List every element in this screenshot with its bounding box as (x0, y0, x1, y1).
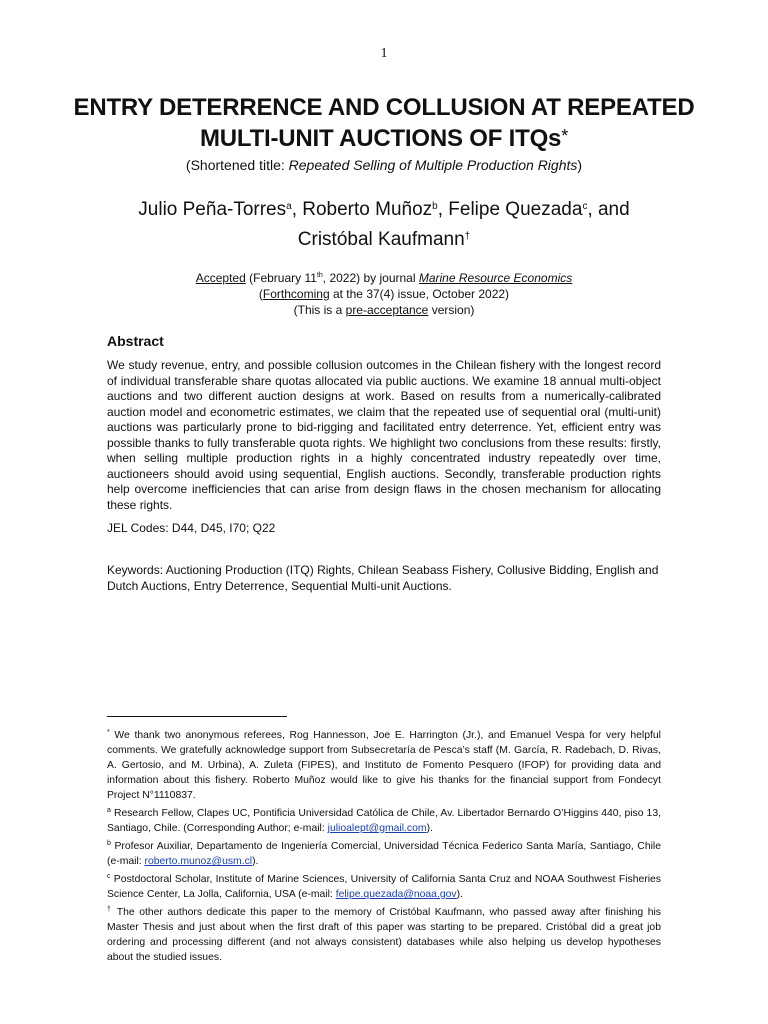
abstract-text: We study revenue, entry, and possible collusion outcomes in the Chilean fishery with the longest record of individual transferable share quotas allocated via public auctions. We examine 18 annual multi-object auctions and two different auction designs at work. Based on results from a numerically-calibrated auction model and econometric estimates, we claim that the repeated use of sequential oral (multi-unit) auctions was particularly prone to bid-rigging and facilitated entry deterrence. Yet, efficient entry was possible thanks to fully transferable quota rights. We highlight two conclusions from these results: firstly, when selling multiple production rights in a highly concentrated industry repeatedly over time, auctioneers should avoid using sequential, English auctions. Secondly, transferable production rights help overcome inefficiencies that can arise from design flaws in the chosen mechanism for allocating these rights. (107, 358, 661, 512)
author-affiliation-mark: † (464, 231, 471, 242)
abstract-heading: Abstract (107, 333, 164, 349)
email-link[interactable]: julioalept@gmail.com (327, 823, 427, 834)
footnote-affiliation-c: $^c$ Postdoctoral Scholar, Institute of Marine Sciences, University of California Santa Cruz and NOAA Southwest Fisheries Science Center, La Jolla, California, USA (e-mail: felipe.quezada@noaa.gov). (107, 873, 661, 900)
author-name: Julio Peña-Torres (138, 199, 287, 220)
accepted-label: Accepted (195, 271, 246, 285)
title-footnote-mark: * (561, 126, 569, 146)
author-name: Felipe Quezada (448, 199, 583, 220)
author-affiliation-mark: c (582, 201, 588, 212)
email-link[interactable]: roberto.munoz@usm.cl (144, 856, 253, 867)
paper-title (60, 93, 708, 153)
title-line-2: MULTI-UNIT AUCTIONS OF ITQs (199, 125, 562, 152)
journal-name: Marine Resource Economics (418, 271, 573, 285)
short-title: (Shortened title: Repeated Selling of Multiple Production Rights) (185, 157, 583, 173)
footnote-affiliation-a: $^a$ Research Fellow, Clapes UC, Pontificia Universidad Católica de Chile, Av. Libertador Bernardo O’Higgins 440, piso 13, Santiago, Chile. (Corresponding Author; e-mail: julioalept@gmail.com). (107, 807, 661, 834)
footnote-dedication: † The other authors dedicate this paper to the memory of Cristóbal Kaufmann, who passed away after finishing his Master Thesis and just about when the first draft of this paper was starting to be prepared. Cristóbal did a great job ordering and processing different (and not always consistent) databases while also helping us develop hypotheses about the studied issues. (107, 906, 661, 963)
footnotes (107, 725, 661, 965)
footnote-affiliation-b: $^b$ Profesor Auxiliar, Departamento de Ingeniería Comercial, Universidad Técnica Federico Santa María, Santiago, Chile (e-mail: roberto.munoz@usm.cl). (107, 840, 661, 867)
author-name: Roberto Muñoz (302, 199, 433, 220)
forthcoming-line: (Forthcoming at the 37(4) issue, October 2022) (258, 287, 510, 301)
author-affiliation-mark: b (432, 201, 438, 212)
author-affiliation-mark: a (286, 201, 292, 212)
title-line-1: ENTRY DETERRENCE AND COLLUSION AT REPEATED (73, 94, 695, 121)
keywords: Keywords: Auctioning Production (ITQ) Rights, Chilean Seabass Fishery, Collusive Bidding, English and Dutch Auctions, Entry Deterrence, Sequential Multi-unit Auctions. (107, 563, 659, 593)
page-number: 1 (380, 46, 388, 61)
email-link[interactable]: felipe.quezada@noaa.gov (335, 889, 457, 900)
author-name: Cristóbal Kaufmann (297, 229, 465, 250)
acceptance-line: Accepted (February 11th, 2022) by journal Marine Resource Economics (195, 271, 573, 285)
author-list: Julio Peña-Torres$^a$, Roberto Muñoz$^b$, Felipe Quezada$^c$, and Cristóbal Kaufmann† (138, 199, 630, 250)
footnote-acknowledgements: * We thank two anonymous referees, Rog Hannesson, Joe E. Harrington (Jr.), and Emanuel Vespa for very helpful comments. We gratefully acknowledge support from Subsecretaría de Pesca’s staff (M. García, R. Radebach, D. Rivas, A. Gertosio, and M. Urbina), A. Zuleta (FIPES), and Instituto de Fomento Pesquero (IFOP) for providing data and information about this fishery. Roberto Muñoz would like to give his thanks for the financial support from Fondecyt Project N°1110837. (107, 729, 661, 801)
short-title-italic: Repeated Selling of Multiple Production Rights (288, 157, 578, 173)
jel-codes: JEL Codes: D44, D45, I70; Q22 (107, 521, 276, 535)
footnote-separator (107, 716, 287, 717)
version-line: (This is a pre-acceptance version) (293, 303, 475, 317)
publication-info (60, 268, 708, 318)
